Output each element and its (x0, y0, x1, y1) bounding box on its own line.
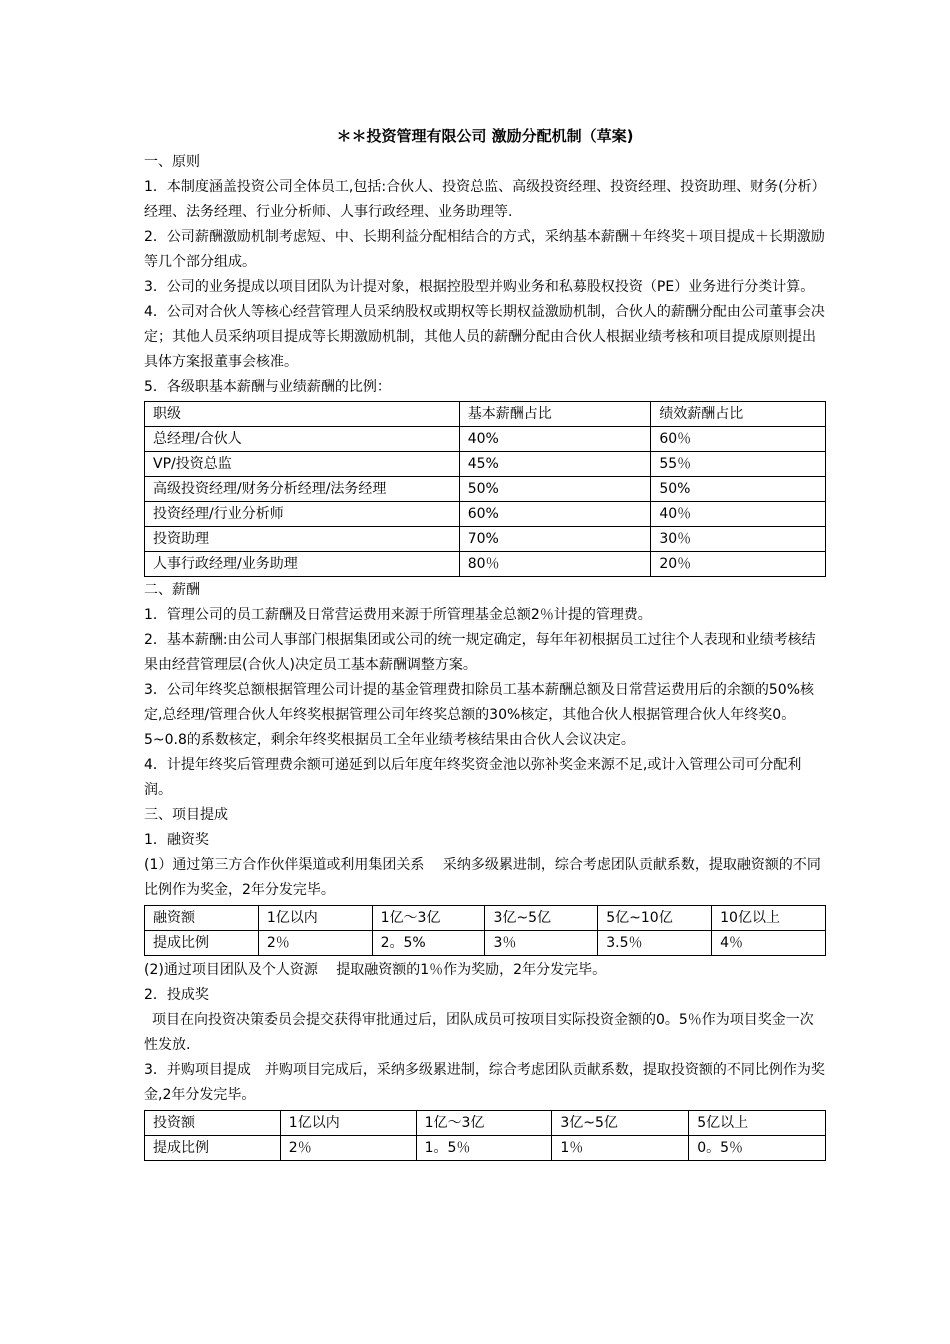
paragraph: 1．本制度涵盖投资公司全体员工,包括:合伙人、投资总监、高级投资经理、投资经理、投资助理、财务(分析）经理、法务经理、行业分析师、人事行政经理、业务助理等. (144, 179, 826, 220)
table-cell: 1亿～3亿 (416, 1111, 552, 1136)
paragraph: 4．公司对合伙人等核心经营管理人员采纳股权或期权等长期权益激励机制，合伙人的薪酬分配由公司董事会决定；其他人员采纳项目提成等长期激励机制，其他人员的薪酬分配由合伙人根据业绩考核和项目提成原则提出具体方案报董事会核准。 (144, 304, 825, 370)
table-cell: 2％ (258, 931, 372, 956)
table-cell: 55％ (651, 452, 826, 477)
table-cell: 投资额 (145, 1111, 281, 1136)
table-cell: 60％ (651, 427, 826, 452)
paragraph: 2．基本薪酬:由公司人事部门根据集团或公司的统一规定确定，每年年初根据员工过往个人表现和业绩考核结果由经营管理层(合伙人)决定员工基本薪酬调整方案。 (144, 632, 816, 673)
section-heading-compensation: 二、薪酬 (144, 582, 200, 598)
table-cell: 40% (459, 427, 651, 452)
paragraph: 3．公司的业务提成以项目团队为计提对象，根据控股型并购业务和私募股权投资（PE）业务进行分类计算。 (144, 279, 815, 295)
paragraph: (1）通过第三方合作伙伴渠道或利用集团关系 采纳多级累进制，综合考虑团队贡献系数，提取融资额的不同比例作为奖金，2年分发完毕。 (144, 857, 821, 898)
table-cell: VP/投资总监 (145, 452, 460, 477)
table-cell: 30％ (651, 527, 826, 552)
table-cell: 提成比例 (145, 1136, 281, 1161)
table-row (145, 906, 826, 931)
table-cell: 3.5％ (598, 931, 712, 956)
salary-ratio-table (144, 401, 826, 577)
table-row (145, 527, 826, 552)
table-cell: 3％ (485, 931, 598, 956)
table-cell: 50% (651, 477, 826, 502)
table-row (145, 1136, 826, 1161)
table-row (145, 552, 826, 577)
table-row (145, 1111, 826, 1136)
table-cell: 1亿以内 (280, 1111, 416, 1136)
subsection-heading: 2．投成奖 (144, 987, 209, 1003)
table-cell: 70% (459, 527, 651, 552)
table-cell: 40％ (651, 502, 826, 527)
table-row (145, 477, 826, 502)
paragraph: 项目在向投资决策委员会提交获得审批通过后，团队成员可按项目实际投资金额的0。5％作为项目奖金一次性发放. (144, 1012, 814, 1053)
paragraph: 1．管理公司的员工薪酬及日常营运费用来源于所管理基金总额2％计提的管理费。 (144, 607, 652, 623)
financing-bonus-table (144, 905, 826, 956)
table-cell: 10亿以上 (712, 906, 826, 931)
subsection-heading: 1．融资奖 (144, 832, 209, 848)
table-cell: 高级投资经理/财务分析经理/法务经理 (145, 477, 460, 502)
document-page (144, 124, 826, 1161)
table-cell: 投资经理/行业分析师 (145, 502, 460, 527)
table-cell: 1％ (552, 1136, 689, 1161)
paragraph: (2)通过项目团队及个人资源 提取融资额的1％作为奖励，2年分发完毕。 (144, 962, 607, 978)
table-cell: 提成比例 (145, 931, 259, 956)
table-row (145, 427, 826, 452)
table-cell: 投资助理 (145, 527, 460, 552)
paragraph: 3．并购项目提成 并购项目完成后，采纳多级累进制，综合考虑团队贡献系数，提取投资额的不同比例作为奖金,2年分发完毕。 (144, 1062, 825, 1103)
table-cell: 80％ (459, 552, 651, 577)
table-cell: 5亿~10亿 (598, 906, 712, 931)
table-cell: 50% (459, 477, 651, 502)
section-heading-principles: 一、原则 (144, 154, 200, 170)
table-cell: 3亿~5亿 (485, 906, 598, 931)
table-row (145, 452, 826, 477)
document-title: ＊＊投资管理有限公司 激励分配机制（草案) (336, 127, 634, 145)
table-cell: 5亿以上 (689, 1111, 826, 1136)
paragraph: 3．公司年终奖总额根据管理公司计提的基金管理费扣除员工基本薪酬总额及日常营运费用后的余额的50%核定,总经理/管理合伙人年终奖根据管理公司年终奖总额的30%核定，其他合伙人根据管理合伙人年终奖0。5~0.8的系数核定，剩余年终奖根据员工全年业绩考核结果由合伙人会议决定。 (144, 682, 815, 748)
table-cell: 0。5％ (689, 1136, 826, 1161)
table-cell: 人事行政经理/业务助理 (145, 552, 460, 577)
table-cell: 20％ (651, 552, 826, 577)
table-cell: 融资额 (145, 906, 259, 931)
section-heading-project-commission: 三、项目提成 (144, 807, 228, 823)
table-header-row (145, 402, 826, 427)
table-cell: 总经理/合伙人 (145, 427, 460, 452)
table-cell: 4％ (712, 931, 826, 956)
table-cell: 45% (459, 452, 651, 477)
acquisition-commission-table (144, 1110, 826, 1161)
table-cell: 2。5% (372, 931, 485, 956)
table-cell: 1亿～3亿 (372, 906, 485, 931)
table-header-cell: 基本薪酬占比 (459, 402, 651, 427)
table-header-cell: 绩效薪酬占比 (651, 402, 826, 427)
table-cell: 2％ (280, 1136, 416, 1161)
table-header-cell: 职级 (145, 402, 460, 427)
paragraph: 4．计提年终奖后管理费余额可递延到以后年度年终奖资金池以弥补奖金来源不足,或计入管理公司可分配利润。 (144, 757, 802, 798)
table-cell: 1亿以内 (258, 906, 372, 931)
table-cell: 1。5％ (416, 1136, 552, 1161)
paragraph: 2．公司薪酬激励机制考虑短、中、长期利益分配相结合的方式，采纳基本薪酬＋年终奖＋项目提成＋长期激励等几个部分组成。 (144, 229, 825, 270)
table-row (145, 502, 826, 527)
table-cell: 3亿~5亿 (552, 1111, 689, 1136)
table-cell: 60% (459, 502, 651, 527)
paragraph: 5．各级职基本薪酬与业绩薪酬的比例： (144, 379, 391, 395)
table-row (145, 931, 826, 956)
